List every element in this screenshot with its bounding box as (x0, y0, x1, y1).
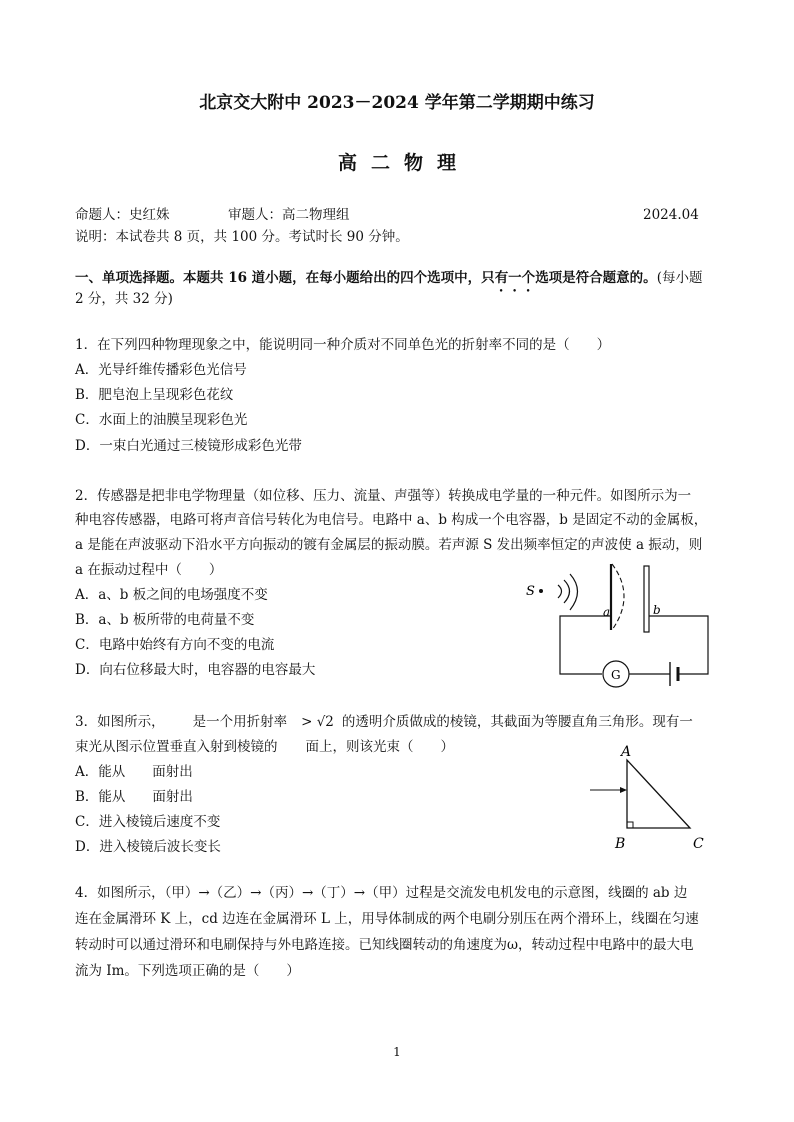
exam-note: 说明：本试卷共 8 页，共 100 分。考试时长 90 分钟。 (75, 229, 409, 245)
q3-stem-line1 (75, 712, 693, 732)
q4-stem-line3: 转动时可以通过滑环和电刷保持与外电路连接。已知线圈转动的角速度为ω，转动过程中电路中的最大电 (75, 937, 694, 953)
q3-option-a: A．能从 面射出 (75, 764, 193, 780)
q3-stem-line2-a: 束光从图示位置垂直入射到棱镜的 (75, 739, 278, 755)
setter: 命题人：史红姝 (75, 207, 170, 223)
q2-membrane-dashed (612, 564, 624, 630)
section-heading-line2: 2 分，共 32 分) (75, 291, 173, 307)
section-heading-tail: (每小题 (656, 270, 703, 286)
section-heading-dotted: 有一个 (494, 270, 536, 286)
q2-wave-2 (564, 580, 570, 603)
reviewer: 审题人：高二物理组 (228, 207, 350, 223)
q3-stem-b: 是一个用折射率 (192, 714, 288, 730)
q2-stem-line2: 种电容传感器，电路可将声音信号转化为电信号。电路中 a、b 构成一个电容器，b 是固定不动的金属板， (75, 512, 708, 528)
q1-option-a: A．光导纤维传播彩色光信号 (75, 362, 247, 378)
q1-stem: 1．在下列四种物理现象之中，能说明同一种介质对不同单色光的折射率不同的是（ ） (75, 337, 611, 353)
q3-vertex-a: A (621, 744, 632, 760)
q3-ray-arrow-icon (620, 787, 627, 793)
q2-option-c: C．电路中始终有方向不变的电流 (75, 637, 275, 653)
q2-option-b: B．a、b 板所带的电荷量不变 (75, 612, 255, 628)
q2-option-d: D．向右位移最大时，电容器的电容最大 (75, 662, 316, 678)
page-number: 1 (393, 1045, 401, 1059)
q1-option-c: C．水面上的油膜呈现彩色光 (75, 412, 248, 428)
q3-vertex-b: B (615, 836, 626, 852)
q3-prism-figure (580, 738, 720, 853)
q2-plate-a-label: a (603, 605, 611, 619)
exam-title: 北京交大附中 2023－2024 学年第二学期期中练习 (199, 93, 595, 113)
q2-wave-1 (558, 585, 562, 598)
q2-source-label: S (526, 584, 535, 599)
q3-option-d: D．进入棱镜后波长变长 (75, 839, 221, 855)
q2-stem-line1: 2．传感器是把非电学物理量（如位移、压力、流量、声强等）转换成电学量的一种元件。如图所示为一 (75, 488, 692, 504)
q2-wire-left (560, 616, 611, 674)
q2-plate-b-label: b (653, 603, 661, 617)
q3-prism-triangle (627, 760, 690, 828)
q3-stem-line2 (75, 737, 454, 757)
q3-stem-line2-b: 面上，则该光束（ ） (305, 739, 454, 755)
q3-option-b: B．能从 面射出 (75, 789, 193, 805)
section-heading-b: 选项是符合题意的。 (535, 270, 657, 286)
q2-galvanometer-label: G (611, 668, 621, 682)
subject-title: 高二物理 (337, 152, 470, 174)
q2-capacitor-figure (520, 558, 720, 693)
q4-stem-line2: 连在金属滑环 K 上，cd 边连在金属滑环 L 上，用导体制成的两个电刷分别压在两个滑环上，线圈在匀速 (75, 911, 699, 927)
q2-plate-b (644, 566, 649, 632)
q2-wave-3 (570, 574, 578, 610)
q2-wire-right (649, 616, 708, 674)
q2-option-a: A．a、b 板之间的电场强度不变 (75, 587, 268, 603)
q4-stem-line1: 4．如图所示，（甲）→（乙）→（丙）→（丁）→（甲）过程是交流发电机发电的示意图，线圈的 ab 边 (75, 885, 688, 901)
q1-option-b: B．肥皂泡上呈现彩色花纹 (75, 387, 234, 403)
q3-stem-c: 的透明介质做成的棱镜，其截面为等腰直角三角形。现有一 (341, 714, 693, 730)
q1-option-d: D．一束白光通过三棱镜形成彩色光带 (75, 438, 302, 454)
exam-date: 2024.04 (643, 207, 699, 223)
q2-stem-line3: a 是能在声波驱动下沿水平方向振动的镀有金属层的振动膜。若声源 S 发出频率恒定的声波使 a 振动，则 (75, 537, 703, 553)
q2-source-dot (539, 589, 543, 593)
q3-vertex-c: C (693, 836, 704, 852)
q3-option-c: C．进入棱镜后速度不变 (75, 814, 221, 830)
q4-stem-line4: 流为 Im。下列选项正确的是（ ） (75, 963, 300, 979)
q3-stem-a: 3．如图所示， (75, 714, 165, 730)
q2-stem-line4: a 在振动过程中（ ） (75, 562, 223, 578)
section-heading-a: 一、单项选择题。本题共 16 道小题，在每小题给出的四个选项中，只 (75, 270, 495, 286)
q3-right-angle-mark (627, 822, 633, 828)
q3-stem-math: > √2 (301, 714, 334, 730)
